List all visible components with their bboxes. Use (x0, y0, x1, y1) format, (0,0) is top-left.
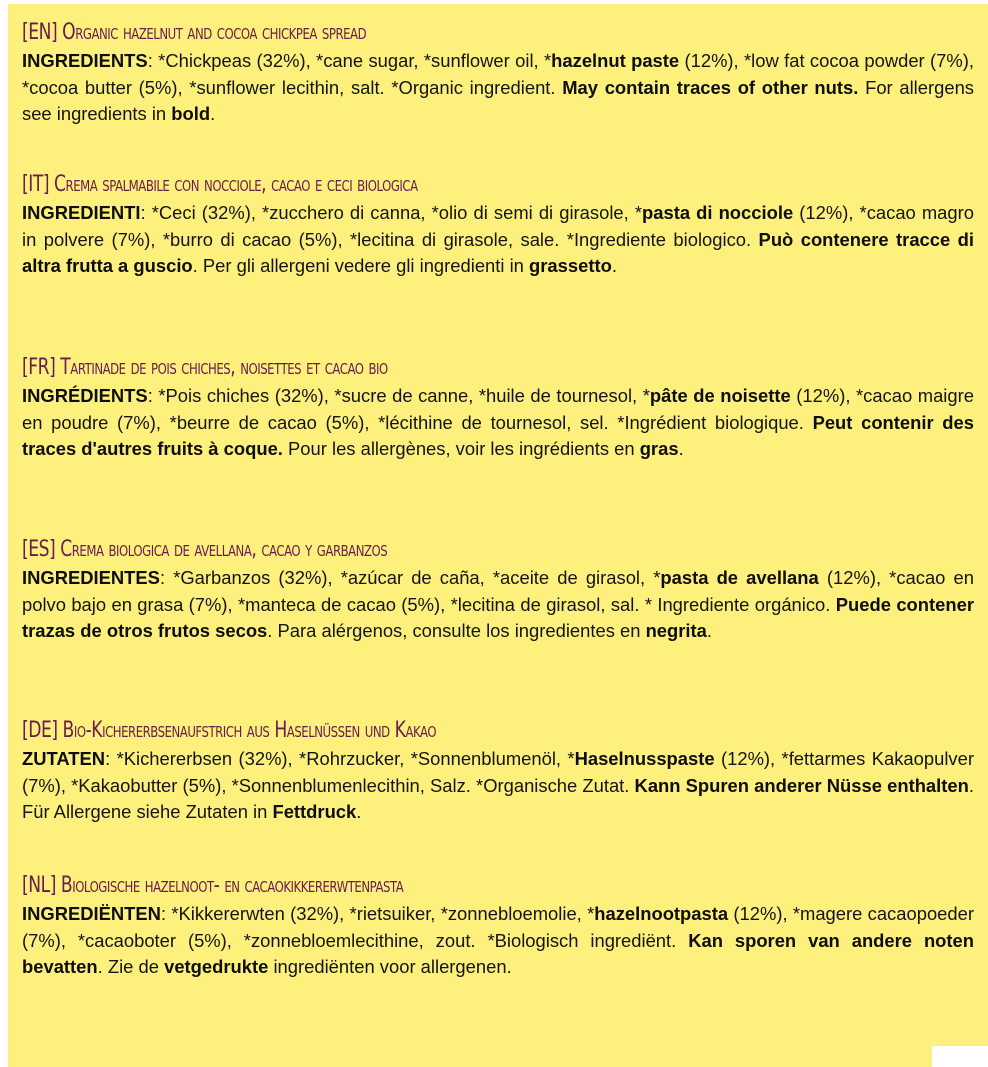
ingredients-text: INGRÉDIENTS: *Pois chiches (32%), *sucre de canne, *huile de tournesol, *pâte de noisette (12%), *cacao maigre en poudre (7%), *beurre de cacao (5%), *lécithine de tournesol, sel. *Ingrédient biologique. Peut contenir des traces d'autres fruits à coque. Pour les allergènes, voir les ingrédients en gras. (22, 385, 974, 459)
bold-run: Fettdruck (272, 801, 357, 822)
text-run: (12%), *cacao en polvo bajo en grasa (7%), *manteca de cacao (5%), *lecitina de girasol, sal. * Ingrediente orgánico. (22, 567, 974, 615)
text-run: . (706, 620, 713, 641)
text-run: . (611, 255, 617, 276)
text-run: *Ceci (32%), *zucchero di canna, *olio di semi di girasole, * (151, 202, 642, 223)
text-run: *Pois chiches (32%), *sucre de canne, *huile de tournesol, * (158, 385, 650, 406)
text-run: . (210, 103, 216, 124)
bold-run: pasta di nocciole (642, 202, 794, 223)
corner-notch (932, 1046, 988, 1067)
text-run: . Zie de (97, 956, 165, 977)
bold-run: hazelnootpasta (594, 903, 729, 924)
bold-run: gras (639, 438, 679, 459)
section-title: [DE] Bio-Kichererbsenaufstrich aus Haselnüssen und Kakao (22, 718, 437, 743)
section-title: [FR] Tartinade de pois chiches, noisettes et cacao bio (22, 355, 388, 380)
bold-run: Haselnusspaste (574, 748, 715, 769)
text-run: ingrediënten voor allergenen. (268, 956, 512, 977)
text-run: Pour les allergènes, voir les ingrédients en (282, 438, 640, 459)
text-run: . Für Allergene siehe Zutaten in (22, 774, 974, 822)
bold-run: Può contenere tracce di altra frutta a guscio (22, 228, 975, 276)
text-run: . Para alérgenos, consulte los ingredientes en (267, 620, 646, 641)
bold-run: bold (171, 103, 211, 124)
ingredients-label: INGRÉDIENTS (22, 385, 148, 406)
ingredients-label: ZUTATEN (22, 748, 106, 769)
section-en (22, 18, 974, 128)
text-run: (12%), *magere cacaopoeder (7%), *cacaoboter (5%), *zonnebloemlecithine, zout. *Biologisch ingrediënt. (22, 903, 974, 951)
bold-run: hazelnut paste (551, 50, 680, 71)
ingredients-label: INGREDIËNTEN (22, 903, 161, 924)
text-run: (12%), *low fat cocoa powder (7%), *cocoa butter (5%), *sunflower lecithin, salt. *Organic ingredient. (22, 50, 974, 98)
text-run: *Chickpeas (32%), *cane sugar, *sunflower oil, * (158, 50, 552, 71)
text-run: *Kikkererwten (32%), *rietsuiker, *zonnebloemolie, * (171, 903, 595, 924)
ingredients-text: INGREDIENTES: *Garbanzos (32%), *azúcar de caña, *aceite de girasol, *pasta de avellana (12%), *cacao en polvo bajo en grasa (7%), *manteca de cacao (5%), *lecitina de girasol, sal. * Ingrediente orgánico. Puede contener trazas de otros frutos secos. Para alérgenos, consulte los ingredientes en negrita. (22, 567, 974, 641)
section-es (22, 535, 974, 645)
bold-run: Peut contenir des traces d'autres fruits à coque. (22, 411, 974, 459)
text-run: For allergens see ingredients in (22, 76, 975, 124)
bold-run: pasta de avellana (660, 567, 819, 588)
bold-run: May contain traces of other nuts. (562, 76, 859, 98)
section-nl (22, 871, 974, 981)
text-run: . (678, 438, 684, 459)
bold-run: negrita (645, 620, 707, 641)
bold-run: Kan sporen van andere noten bevatten (22, 929, 975, 977)
ingredients-text: INGREDIËNTEN: *Kikkererwten (32%), *rietsuiker, *zonnebloemolie, *hazelnootpasta (12%), *magere cacaopoeder (7%), *cacaoboter (5%), *zonnebloemlecithine, zout. *Biologisch ingrediënt. Kan sporen van andere noten bevatten. Zie de vetgedrukte ingrediënten voor allergenen. (22, 903, 975, 977)
bold-run: Kann Spuren anderer Nüsse enthalten (634, 774, 969, 796)
ingredients-text: INGREDIENTI: *Ceci (32%), *zucchero di canna, *olio di semi di girasole, *pasta di nocciole (12%), *cacao magro in polvere (7%), *burro di cacao (5%), *lecitina di girasole, sale. *Ingrediente biologico. Può contenere tracce di altra frutta a guscio. Per gli allergeni vedere gli ingredienti in grassetto. (22, 202, 975, 276)
section-de (22, 716, 974, 826)
section-title: [EN] Organic hazelnut and cocoa chickpea spread (22, 20, 367, 45)
ingredients-label: INGREDIENTES (22, 567, 160, 588)
text-run: *Kichererbsen (32%), *Rohrzucker, *Sonnenblumenöl, * (116, 748, 575, 769)
text-run: *Garbanzos (32%), *azúcar de caña, *aceite de girasol, * (173, 567, 661, 588)
ingredients-label: INGREDIENTS (22, 50, 148, 71)
bold-run: vetgedrukte (164, 956, 269, 977)
section-title: [ES] Crema biologica de avellana, cacao y garbanzos (22, 537, 388, 562)
bold-run: grassetto (529, 255, 612, 276)
text-run: . Per gli allergeni vedere gli ingredienti in (192, 255, 530, 276)
section-title: [NL] Biologische hazelnoot- en cacaokikkererwtenpasta (22, 873, 404, 898)
section-fr (22, 353, 974, 463)
text-run: (12%), *fettarmes Kakaopulver (7%), *Kakaobutter (5%), *Sonnenblumenlecithin, Salz. *Organische Zutat. (22, 748, 974, 796)
text-run: (12%), *cacao magro in polvere (7%), *burro di cacao (5%), *lecitina di girasole, sale. *Ingrediente biologico. (22, 202, 974, 250)
section-it (22, 170, 974, 280)
ingredients-text: INGREDIENTS: *Chickpeas (32%), *cane sugar, *sunflower oil, *hazelnut paste (12%), *low fat cocoa powder (7%), *cocoa butter (5%), *sunflower lecithin, salt. *Organic ingredient. May contain traces of other nuts. For allergens see ingredients in bold. (22, 50, 975, 124)
text-run: (12%), *cacao maigre en poudre (7%), *beurre de cacao (5%), *lécithine de tournesol, sel. *Ingrédient biologique. (22, 385, 974, 433)
section-title: [IT] Crema spalmabile con nocciole, cacao e ceci biologica (22, 172, 418, 197)
bold-run: pâte de noisette (649, 385, 791, 406)
ingredients-label: INGREDIENTI (22, 202, 141, 223)
bold-run: Puede contener trazas de otros frutos secos (22, 593, 974, 641)
text-run: . (356, 801, 362, 822)
ingredients-text: ZUTATEN: *Kichererbsen (32%), *Rohrzucker, *Sonnenblumenöl, *Haselnusspaste (12%), *fettarmes Kakaopulver (7%), *Kakaobutter (5%), *Sonnenblumenlecithin, Salz. *Organische Zutat. Kann Spuren anderer Nüsse enthalten. Für Allergene siehe Zutaten in Fettdruck. (22, 748, 974, 822)
